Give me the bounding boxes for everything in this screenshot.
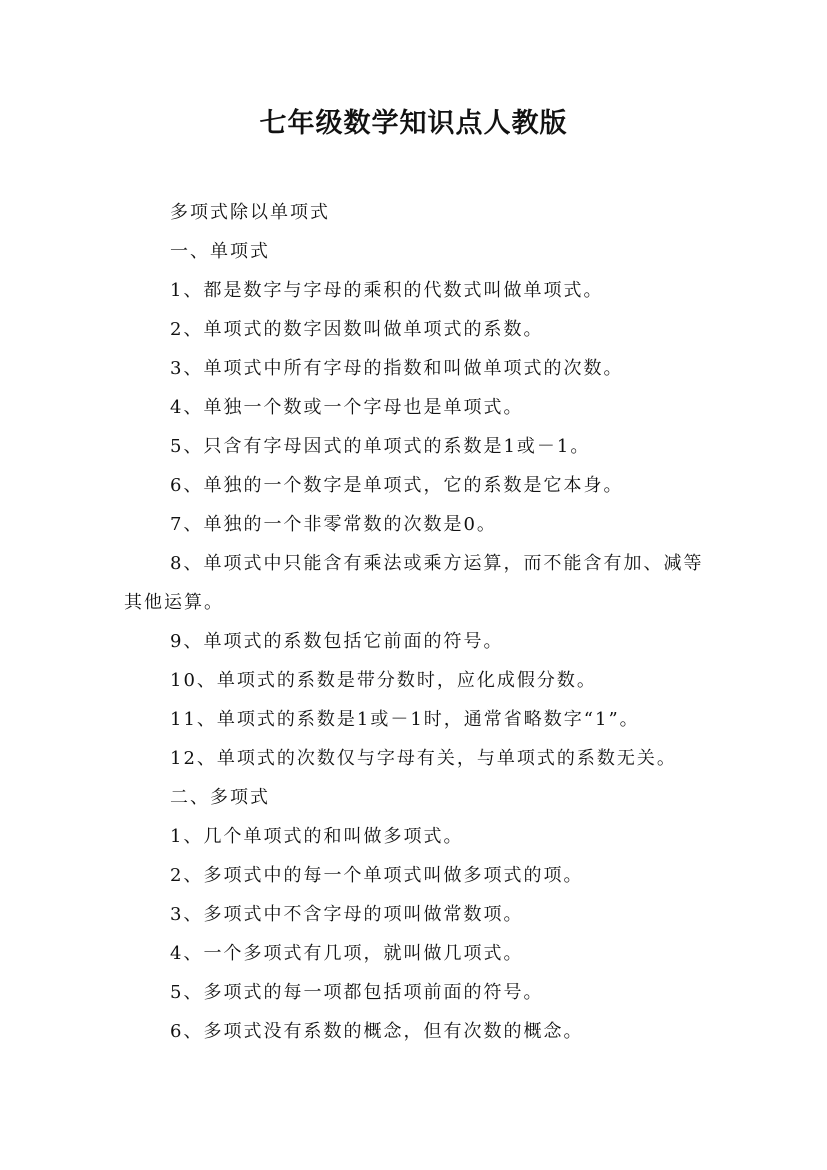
- list-item: 2、多项式中的每一个单项式叫做多项式的项。: [170, 865, 584, 886]
- section-heading: 二、多项式: [170, 787, 270, 808]
- section-heading: 一、单项式: [170, 241, 270, 262]
- list-item: 1、都是数字与字母的乘积的代数式叫做单项式。: [170, 280, 604, 301]
- document-title: 七年级数学知识点人教版: [259, 108, 568, 139]
- list-item: 10、单项式的系数是带分数时，应化成假分数。: [170, 670, 597, 691]
- list-item: 11、单项式的系数是1或－1时，通常省略数字“1”。: [170, 709, 640, 730]
- list-item: 6、多项式没有系数的概念，但有次数的概念。: [170, 1021, 584, 1042]
- list-item: 12、单项式的次数仅与字母有关，与单项式的系数无关。: [170, 748, 677, 769]
- list-item: 7、单独的一个非零常数的次数是0。: [170, 514, 497, 535]
- document-body: [124, 193, 719, 1051]
- list-item: 4、一个多项式有几项，就叫做几项式。: [170, 943, 524, 964]
- list-item: 4、单独一个数或一个字母也是单项式。: [170, 397, 524, 418]
- list-item: 2、单项式的数字因数叫做单项式的系数。: [170, 319, 544, 340]
- list-item: 3、多项式中不含字母的项叫做常数项。: [170, 904, 524, 925]
- list-item: 3、单项式中所有字母的指数和叫做单项式的次数。: [170, 358, 624, 379]
- list-item: 1、几个单项式的和叫做多项式。: [170, 826, 464, 847]
- list-item: 9、单项式的系数包括它前面的符号。: [170, 631, 504, 652]
- list-item: 8、单项式中只能含有乘法或乘方运算，而不能含有加、减等其他运算。: [124, 553, 704, 613]
- list-item: 5、多项式的每一项都包括项前面的符号。: [170, 982, 544, 1003]
- section-heading: 多项式除以单项式: [170, 202, 330, 223]
- list-item: 6、单独的一个数字是单项式，它的系数是它本身。: [170, 475, 624, 496]
- list-item: 5、只含有字母因式的单项式的系数是1或－1。: [170, 436, 591, 457]
